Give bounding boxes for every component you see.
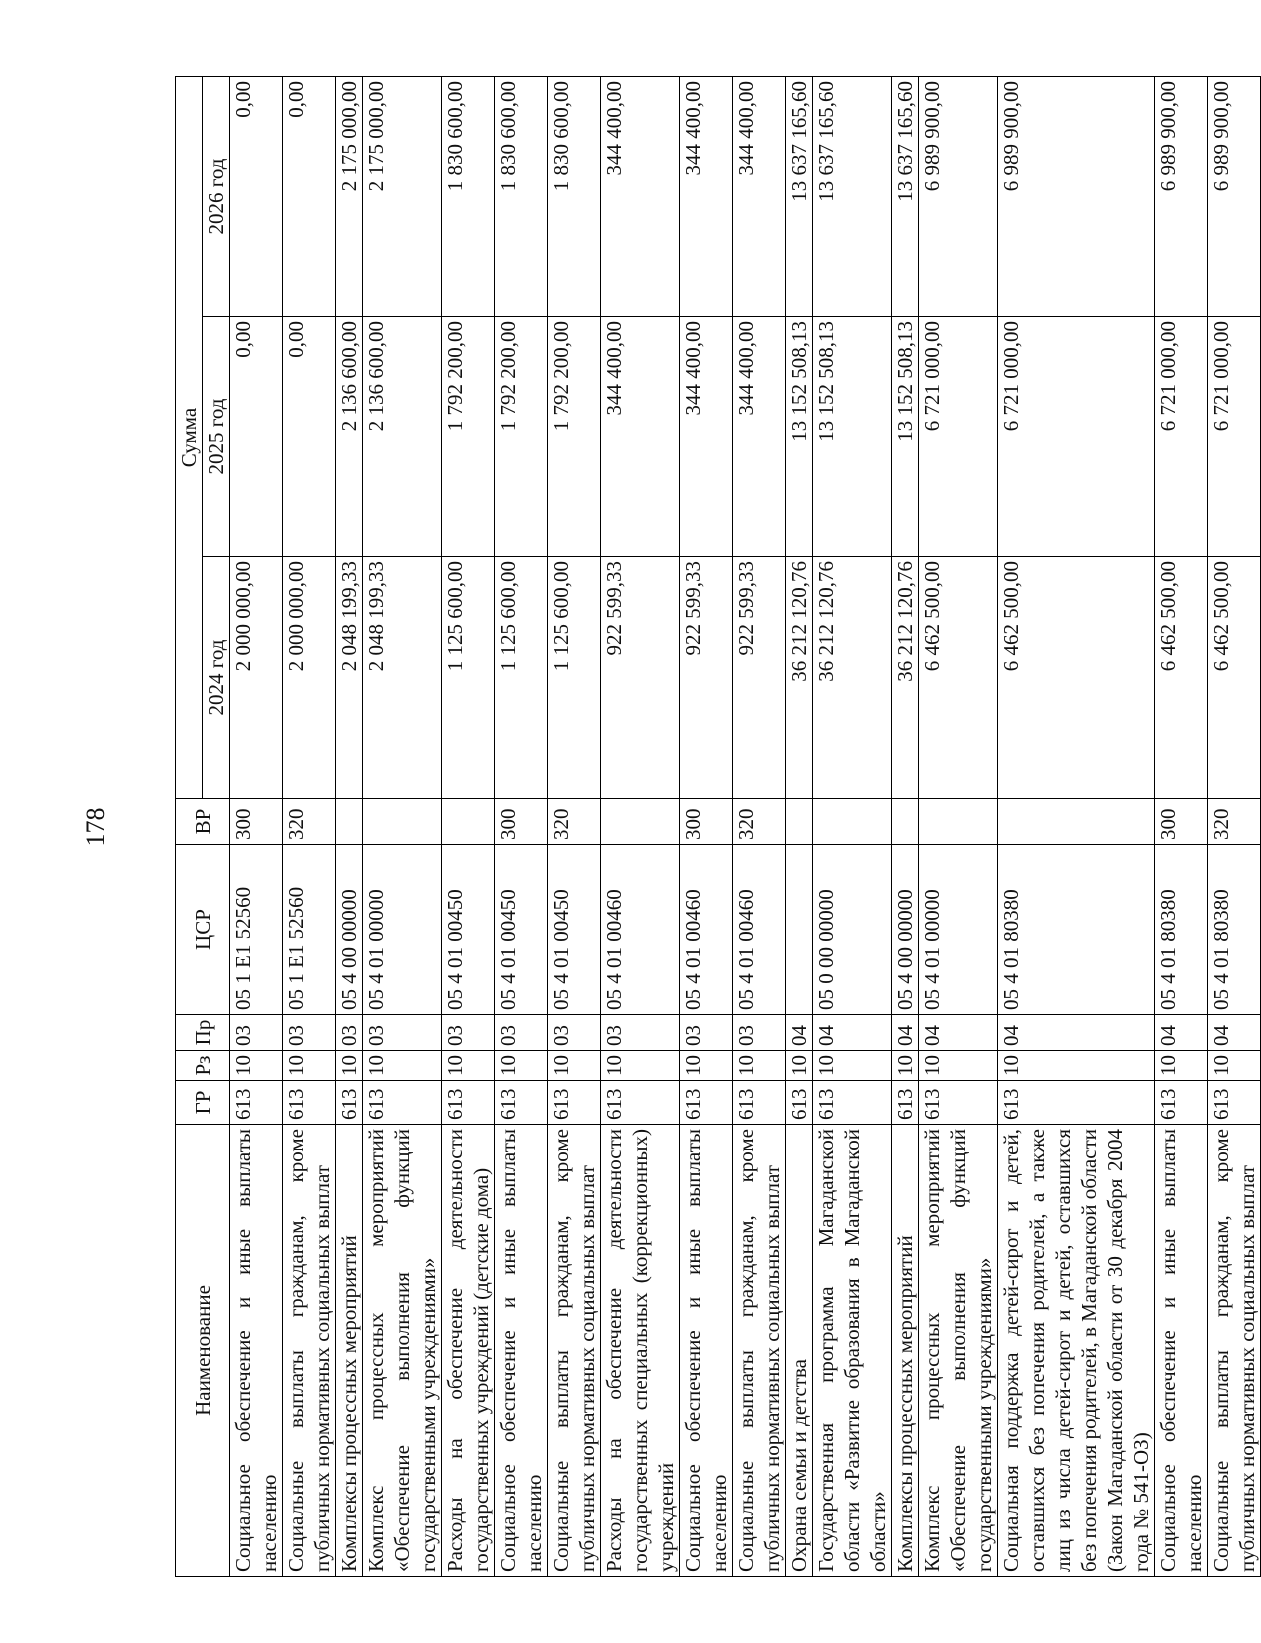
row-name-cell: Охрана семьи и детства xyxy=(786,1125,813,1577)
header-2024: 2024 год xyxy=(203,557,230,799)
row-csr-cell: 05 4 01 00000 xyxy=(919,845,998,1015)
row-name-cell: Социальное обеспечение и иные выплаты населению xyxy=(1155,1125,1208,1577)
row-vr-cell xyxy=(601,799,680,845)
row-gr-cell: 613 xyxy=(680,1081,733,1125)
row-pr-cell: 03 xyxy=(230,1015,283,1051)
row-amount-2025: 6 721 000,00 xyxy=(919,317,998,557)
table-row xyxy=(998,76,1155,1576)
budget-table xyxy=(175,76,1261,1577)
row-rz-cell: 10 xyxy=(733,1051,786,1081)
row-pr-cell: 03 xyxy=(283,1015,336,1051)
table-row xyxy=(1208,76,1261,1576)
row-amount-2026: 1 830 600,00 xyxy=(442,76,495,316)
row-gr-cell: 613 xyxy=(919,1081,998,1125)
row-pr-cell: 04 xyxy=(786,1015,813,1051)
row-vr-cell: 320 xyxy=(283,799,336,845)
row-gr-cell: 613 xyxy=(283,1081,336,1125)
table-row xyxy=(786,76,813,1576)
row-rz-cell: 10 xyxy=(283,1051,336,1081)
row-amount-2025: 13 152 508,13 xyxy=(892,317,919,557)
row-gr-cell: 613 xyxy=(1208,1081,1261,1125)
row-amount-2026: 344 400,00 xyxy=(680,76,733,316)
row-name-cell: Социальные выплаты гражданам, кроме публичных нормативных социальных выплат xyxy=(283,1125,336,1577)
row-amount-2024: 36 212 120,76 xyxy=(786,557,813,799)
row-gr-cell: 613 xyxy=(548,1081,601,1125)
row-amount-2025: 2 136 600,00 xyxy=(363,317,442,557)
header-sum: Сумма xyxy=(176,76,203,798)
row-amount-2025: 344 400,00 xyxy=(733,317,786,557)
row-gr-cell: 613 xyxy=(230,1081,283,1125)
row-amount-2025: 6 721 000,00 xyxy=(1208,317,1261,557)
table-row xyxy=(495,76,548,1576)
row-amount-2026: 1 830 600,00 xyxy=(495,76,548,316)
row-amount-2024: 6 462 500,00 xyxy=(1208,557,1261,799)
row-csr-cell: 05 4 01 00460 xyxy=(680,845,733,1015)
header-csr: ЦСР xyxy=(176,845,230,1015)
row-rz-cell: 10 xyxy=(892,1051,919,1081)
row-amount-2025: 6 721 000,00 xyxy=(998,317,1155,557)
table-row xyxy=(230,76,283,1576)
row-vr-cell: 320 xyxy=(548,799,601,845)
row-amount-2026: 13 637 165,60 xyxy=(813,76,892,316)
table-row xyxy=(813,76,892,1576)
table-row xyxy=(892,76,919,1576)
row-amount-2026: 13 637 165,60 xyxy=(786,76,813,316)
row-amount-2025: 6 721 000,00 xyxy=(1155,317,1208,557)
row-rz-cell: 10 xyxy=(495,1051,548,1081)
row-amount-2026: 0,00 xyxy=(283,76,336,316)
header-gr: ГР xyxy=(176,1081,230,1125)
row-amount-2026: 6 989 900,00 xyxy=(998,76,1155,316)
row-amount-2024: 2 048 199,33 xyxy=(336,557,363,799)
row-pr-cell: 03 xyxy=(442,1015,495,1051)
row-gr-cell: 613 xyxy=(892,1081,919,1125)
table-body xyxy=(230,76,1261,1576)
row-pr-cell: 04 xyxy=(813,1015,892,1051)
row-rz-cell: 10 xyxy=(548,1051,601,1081)
row-amount-2024: 1 125 600,00 xyxy=(548,557,601,799)
header-name: Наименование xyxy=(176,1125,230,1577)
row-name-cell: Социальная поддержка детей-сирот и детей, оставшихся без попечения родителей, а также лиц из числа детей-сирот и детей, оставшихся без попечения родителей, в Магаданской области (Закон Магаданской области от 30 декабря 2004 года № 541-ОЗ) xyxy=(998,1125,1155,1577)
row-rz-cell: 10 xyxy=(1208,1051,1261,1081)
row-rz-cell: 10 xyxy=(919,1051,998,1081)
row-amount-2026: 6 989 900,00 xyxy=(919,76,998,316)
row-name-cell: Комплекс процессных мероприятий «Обеспечение выполнения функций государственными учреждениями» xyxy=(919,1125,998,1577)
row-vr-cell: 320 xyxy=(733,799,786,845)
row-rz-cell: 10 xyxy=(336,1051,363,1081)
row-gr-cell: 613 xyxy=(733,1081,786,1125)
row-amount-2024: 922 599,33 xyxy=(733,557,786,799)
row-name-cell: Социальное обеспечение и иные выплаты населению xyxy=(495,1125,548,1577)
row-amount-2024: 922 599,33 xyxy=(601,557,680,799)
row-pr-cell: 04 xyxy=(998,1015,1155,1051)
row-name-cell: Комплекс процессных мероприятий «Обеспечение выполнения функций государственными учреждениями» xyxy=(363,1125,442,1577)
row-gr-cell: 613 xyxy=(998,1081,1155,1125)
row-gr-cell: 613 xyxy=(336,1081,363,1125)
row-amount-2026: 2 175 000,00 xyxy=(363,76,442,316)
row-gr-cell: 613 xyxy=(495,1081,548,1125)
row-rz-cell: 10 xyxy=(230,1051,283,1081)
table-row xyxy=(601,76,680,1576)
table-row xyxy=(336,76,363,1576)
header-pr: Пр xyxy=(176,1015,230,1051)
row-vr-cell xyxy=(363,799,442,845)
row-vr-cell: 320 xyxy=(1208,799,1261,845)
row-pr-cell: 03 xyxy=(601,1015,680,1051)
row-rz-cell: 10 xyxy=(601,1051,680,1081)
row-vr-cell xyxy=(919,799,998,845)
row-name-cell: Социальные выплаты гражданам, кроме публичных нормативных социальных выплат xyxy=(548,1125,601,1577)
row-csr-cell xyxy=(786,845,813,1015)
row-amount-2024: 36 212 120,76 xyxy=(892,557,919,799)
row-amount-2026: 2 175 000,00 xyxy=(336,76,363,316)
row-amount-2024: 1 125 600,00 xyxy=(442,557,495,799)
row-pr-cell: 03 xyxy=(336,1015,363,1051)
row-name-cell: Социальное обеспечение и иные выплаты населению xyxy=(680,1125,733,1577)
table-row xyxy=(919,76,998,1576)
row-csr-cell: 05 4 01 00450 xyxy=(548,845,601,1015)
row-rz-cell: 10 xyxy=(786,1051,813,1081)
row-amount-2024: 2 048 199,33 xyxy=(363,557,442,799)
row-name-cell: Комплексы процессных мероприятий xyxy=(336,1125,363,1577)
row-amount-2025: 344 400,00 xyxy=(680,317,733,557)
row-amount-2024: 2 000 000,00 xyxy=(283,557,336,799)
page-number: 178 xyxy=(81,807,110,847)
row-csr-cell: 05 0 00 00000 xyxy=(813,845,892,1015)
row-amount-2025: 0,00 xyxy=(283,317,336,557)
table-row xyxy=(548,76,601,1576)
row-amount-2026: 0,00 xyxy=(230,76,283,316)
header-rz: Рз xyxy=(176,1051,230,1081)
row-csr-cell: 05 4 01 80380 xyxy=(1155,845,1208,1015)
row-csr-cell: 05 4 01 00450 xyxy=(442,845,495,1015)
row-pr-cell: 03 xyxy=(733,1015,786,1051)
table-row xyxy=(1155,76,1208,1576)
row-amount-2024: 1 125 600,00 xyxy=(495,557,548,799)
row-name-cell: Социальные выплаты гражданам, кроме публичных нормативных социальных выплат xyxy=(1208,1125,1261,1577)
row-amount-2024: 922 599,33 xyxy=(680,557,733,799)
row-amount-2026: 344 400,00 xyxy=(601,76,680,316)
row-pr-cell: 03 xyxy=(363,1015,442,1051)
row-csr-cell: 05 4 01 00000 xyxy=(363,845,442,1015)
row-amount-2026: 6 989 900,00 xyxy=(1155,76,1208,316)
row-csr-cell: 05 4 01 80380 xyxy=(1208,845,1261,1015)
row-csr-cell: 05 4 01 80380 xyxy=(998,845,1155,1015)
row-vr-cell xyxy=(813,799,892,845)
row-vr-cell xyxy=(998,799,1155,845)
row-amount-2025: 1 792 200,00 xyxy=(548,317,601,557)
row-name-cell: Расходы на обеспечение деятельности государственных учреждений (детские дома) xyxy=(442,1125,495,1577)
row-amount-2024: 6 462 500,00 xyxy=(1155,557,1208,799)
row-amount-2025: 344 400,00 xyxy=(601,317,680,557)
table-row xyxy=(283,76,336,1576)
row-rz-cell: 10 xyxy=(998,1051,1155,1081)
table-row xyxy=(680,76,733,1576)
row-vr-cell xyxy=(786,799,813,845)
row-rz-cell: 10 xyxy=(363,1051,442,1081)
row-gr-cell: 613 xyxy=(442,1081,495,1125)
row-vr-cell: 300 xyxy=(230,799,283,845)
row-amount-2026: 6 989 900,00 xyxy=(1208,76,1261,316)
row-pr-cell: 04 xyxy=(1155,1015,1208,1051)
row-gr-cell: 613 xyxy=(786,1081,813,1125)
row-vr-cell xyxy=(892,799,919,845)
row-pr-cell: 04 xyxy=(1208,1015,1261,1051)
row-vr-cell: 300 xyxy=(680,799,733,845)
row-amount-2025: 0,00 xyxy=(230,317,283,557)
table-row xyxy=(442,76,495,1576)
row-pr-cell: 03 xyxy=(680,1015,733,1051)
table-row xyxy=(733,76,786,1576)
row-amount-2026: 13 637 165,60 xyxy=(892,76,919,316)
row-vr-cell xyxy=(336,799,363,845)
row-csr-cell: 05 4 00 00000 xyxy=(336,845,363,1015)
row-name-cell: Расходы на обеспечение деятельности государственных специальных (коррекционных) учреждений xyxy=(601,1125,680,1577)
row-rz-cell: 10 xyxy=(680,1051,733,1081)
row-rz-cell: 10 xyxy=(442,1051,495,1081)
row-csr-cell: 05 1 Е1 52560 xyxy=(283,845,336,1015)
row-amount-2025: 13 152 508,13 xyxy=(786,317,813,557)
row-rz-cell: 10 xyxy=(813,1051,892,1081)
header-2025: 2025 год xyxy=(203,317,230,557)
rotated-page-content xyxy=(175,77,1259,1577)
row-csr-cell: 05 4 00 00000 xyxy=(892,845,919,1015)
row-amount-2025: 13 152 508,13 xyxy=(813,317,892,557)
row-amount-2024: 6 462 500,00 xyxy=(919,557,998,799)
table-row xyxy=(363,76,442,1576)
row-csr-cell: 05 1 Е1 52560 xyxy=(230,845,283,1015)
row-amount-2024: 2 000 000,00 xyxy=(230,557,283,799)
row-pr-cell: 04 xyxy=(892,1015,919,1051)
row-gr-cell: 613 xyxy=(813,1081,892,1125)
row-amount-2025: 1 792 200,00 xyxy=(442,317,495,557)
row-amount-2024: 6 462 500,00 xyxy=(998,557,1155,799)
row-gr-cell: 613 xyxy=(363,1081,442,1125)
row-pr-cell: 03 xyxy=(495,1015,548,1051)
row-amount-2025: 2 136 600,00 xyxy=(336,317,363,557)
row-vr-cell xyxy=(442,799,495,845)
row-amount-2025: 1 792 200,00 xyxy=(495,317,548,557)
row-name-cell: Социальные выплаты гражданам, кроме публичных нормативных социальных выплат xyxy=(733,1125,786,1577)
row-csr-cell: 05 4 01 00460 xyxy=(601,845,680,1015)
header-vr: ВР xyxy=(176,799,230,845)
row-name-cell: Социальное обеспечение и иные выплаты населению xyxy=(230,1125,283,1577)
row-name-cell: Комплексы процессных мероприятий xyxy=(892,1125,919,1577)
row-amount-2026: 1 830 600,00 xyxy=(548,76,601,316)
row-pr-cell: 03 xyxy=(548,1015,601,1051)
row-name-cell: Государственная программа Магаданской области «Развитие образования в Магаданской области» xyxy=(813,1125,892,1577)
row-csr-cell: 05 4 01 00460 xyxy=(733,845,786,1015)
row-csr-cell: 05 4 01 00450 xyxy=(495,845,548,1015)
row-pr-cell: 04 xyxy=(919,1015,998,1051)
row-vr-cell: 300 xyxy=(1155,799,1208,845)
table-header xyxy=(176,76,230,1576)
row-vr-cell: 300 xyxy=(495,799,548,845)
row-rz-cell: 10 xyxy=(1155,1051,1208,1081)
row-gr-cell: 613 xyxy=(601,1081,680,1125)
header-2026: 2026 год xyxy=(203,76,230,316)
row-amount-2026: 344 400,00 xyxy=(733,76,786,316)
row-amount-2024: 36 212 120,76 xyxy=(813,557,892,799)
row-gr-cell: 613 xyxy=(1155,1081,1208,1125)
